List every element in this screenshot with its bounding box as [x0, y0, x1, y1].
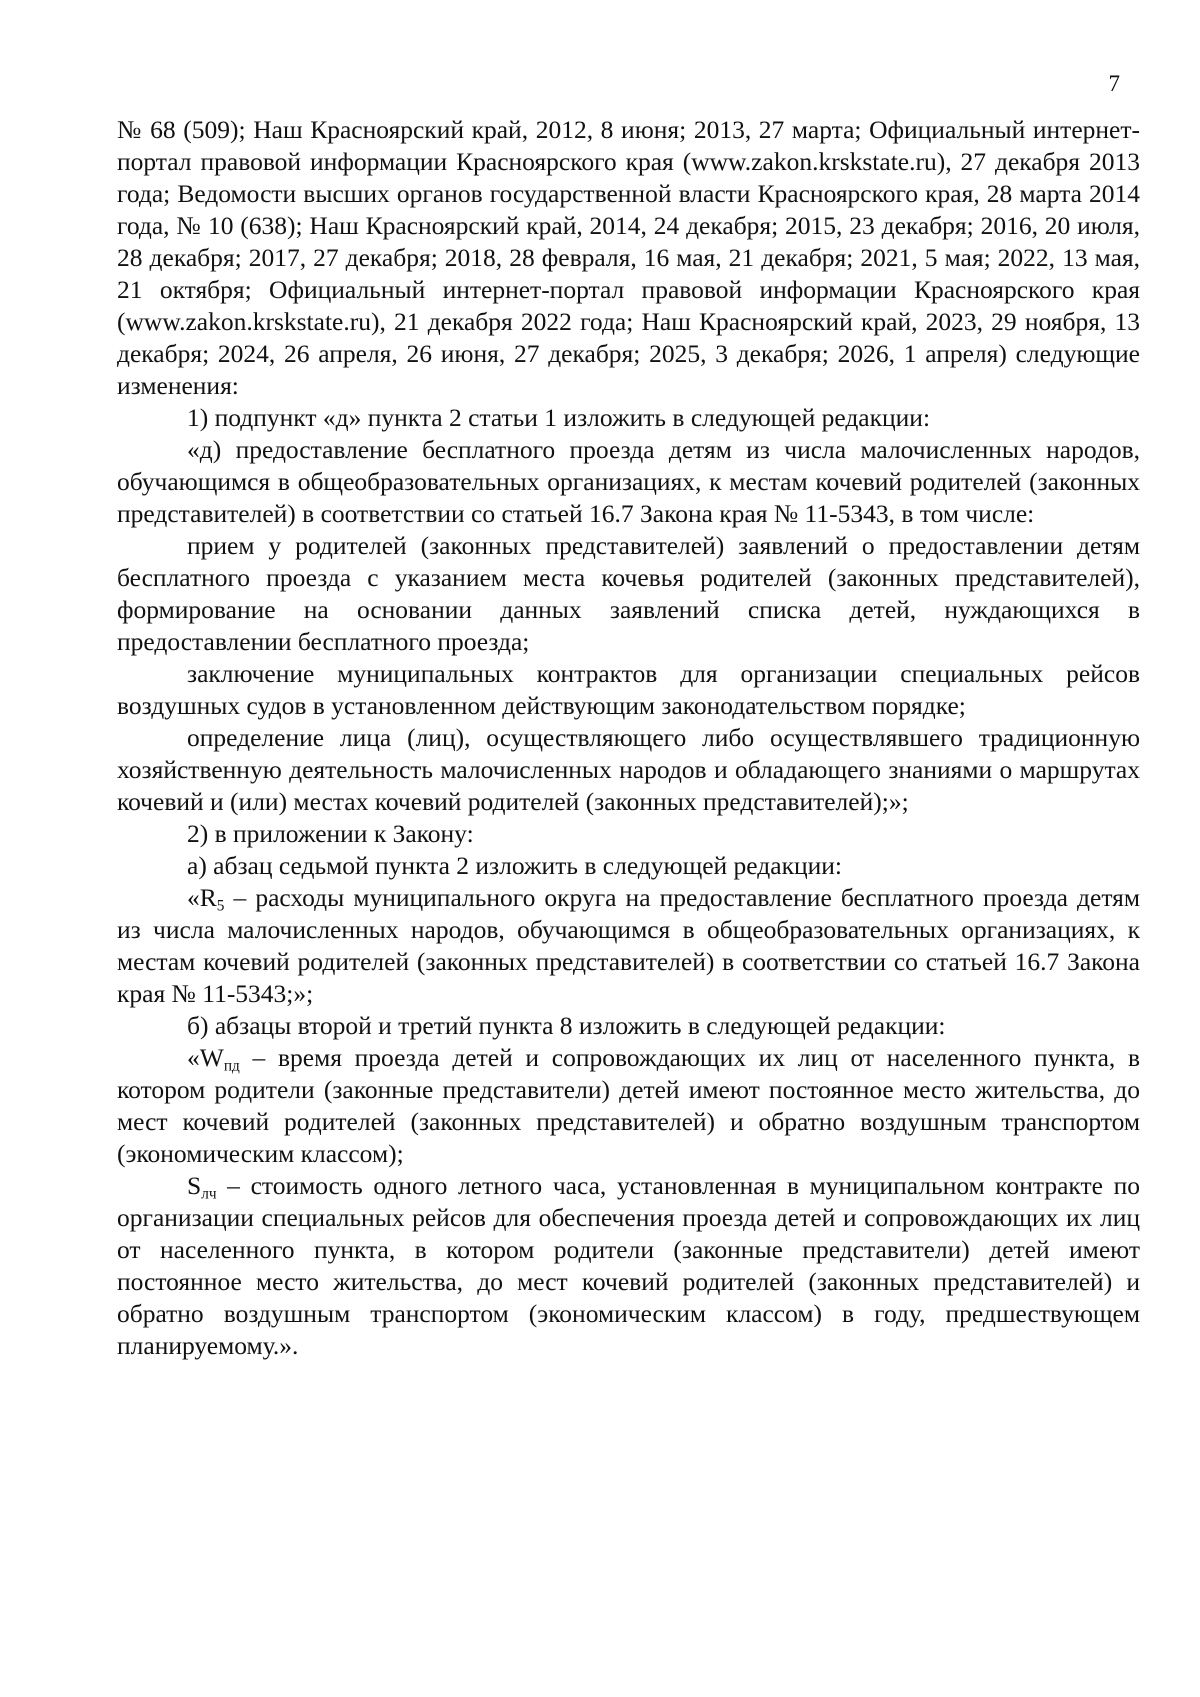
paragraph-text: S — [187, 1171, 202, 1200]
subscript-text: 5 — [216, 897, 225, 915]
paragraph-text: № 68 (509); Наш Красноярский край, 2012, 8 июня; 2013, 27 марта; Официальный интернет-портал правовой информации Красноярского края (www.zakon.krskstate.ru), 27 декабря 2013 года; Ведомости высших органов государственной власти Красноярского края, 28 марта 2014 года, № 10 (638); Наш Красноярский край, 2014, 24 декабря; 2015, 23 декабря; 2016, 20 июля, 28 декабря; 2017, 27 декабря; 2018, 28 февраля, 16 мая, 21 декабря; 2021, 5 мая; 2022, 13 мая, 21 октября; Официальный интернет-портал правовой информации Красноярского края (www.zakon.krskstate.ru), 21 декабря 2022 года; Наш Красноярский край, 2023, 29 ноября, 13 декабря; 2024, 26 апреля, 26 июня, 27 декабря; 2025, 3 декабря; 2026, 1 апреля) следующие изменения: — [117, 115, 1140, 400]
paragraph-text: б) абзацы второй и третий пункта 8 изложить в следующей редакции: — [187, 1011, 946, 1040]
paragraph — [117, 818, 1140, 850]
paragraph — [117, 658, 1140, 722]
paragraph-text: заключение муниципальных контрактов для организации специальных рейсов воздушных судов в установленном действующим законодательством порядке; — [117, 659, 1140, 720]
paragraph — [117, 722, 1140, 818]
paragraph-text: прием у родителей (законных представителей) заявлений о предоставлении детям бесплатного проезда с указанием места кочевья родителей (законных представителей), формирование на основании данных заявлений списка детей, нуждающихся в предоставлении бесплатного проезда; — [117, 531, 1140, 656]
paragraph-text: «д) предоставление бесплатного проезда детям из числа малочисленных народов, обучающимся в общеобразовательных организациях, к местам кочевий родителей (законных представителей) в соответствии со статьей 16.7 Закона края № 11-5343, в том числе: — [117, 435, 1140, 528]
paragraph-text: – время проезда детей и сопровождающих их лиц от населенного пункта, в котором родители (законные представители) детей имеют постоянное место жительства, до мест кочевий родителей (законных представителей) и обратно воздушным транспортом (экономическим классом); — [117, 1043, 1140, 1168]
subscript-text: лч — [201, 1185, 217, 1203]
paragraph — [117, 1170, 1140, 1362]
paragraph-text: «R — [187, 883, 217, 912]
page-number: 7 — [1108, 71, 1120, 96]
paragraph — [117, 402, 1140, 434]
paragraph-text: «W — [187, 1043, 224, 1072]
document-body — [117, 114, 1140, 1362]
paragraph-text: – расходы муниципального округа на предоставление бесплатного проезда детям из числа малочисленных народов, обучающимся в общеобразовательных организациях, к местам кочевий родителей (законных представителей) в соответствии со статьей 16.7 Закона края № 11-5343;»; — [117, 883, 1140, 1008]
paragraph-text: определение лица (лиц), осуществляющего либо осуществлявшего традиционную хозяйственную деятельность малочисленных народов и обладающего знаниями о маршрутах кочевий и (или) местах кочевий родителей (законных представителей);»; — [117, 723, 1140, 816]
paragraph — [117, 114, 1140, 402]
paragraph — [117, 882, 1140, 1010]
paragraph — [117, 530, 1140, 658]
paragraph — [117, 1010, 1140, 1042]
paragraph — [117, 850, 1140, 882]
paragraph — [117, 1042, 1140, 1170]
paragraph-text: 2) в приложении к Закону: — [187, 819, 474, 848]
paragraph — [117, 434, 1140, 530]
subscript-text: пд — [223, 1057, 240, 1075]
paragraph-text: – стоимость одного летного часа, установленная в муниципальном контракте по организации специальных рейсов для обеспечения проезда детей и сопровождающих их лиц от населенного пункта, в котором родители (законные представители) детей имеют постоянное место жительства, до мест кочевий родителей (законных представителей) и обратно воздушным транспортом (экономическим классом) в году, предшествующем планируемому.». — [117, 1171, 1140, 1360]
paragraph-text: а) абзац седьмой пункта 2 изложить в следующей редакции: — [187, 851, 842, 880]
paragraph-text: 1) подпункт «д» пункта 2 статьи 1 изложить в следующей редакции: — [187, 403, 931, 432]
